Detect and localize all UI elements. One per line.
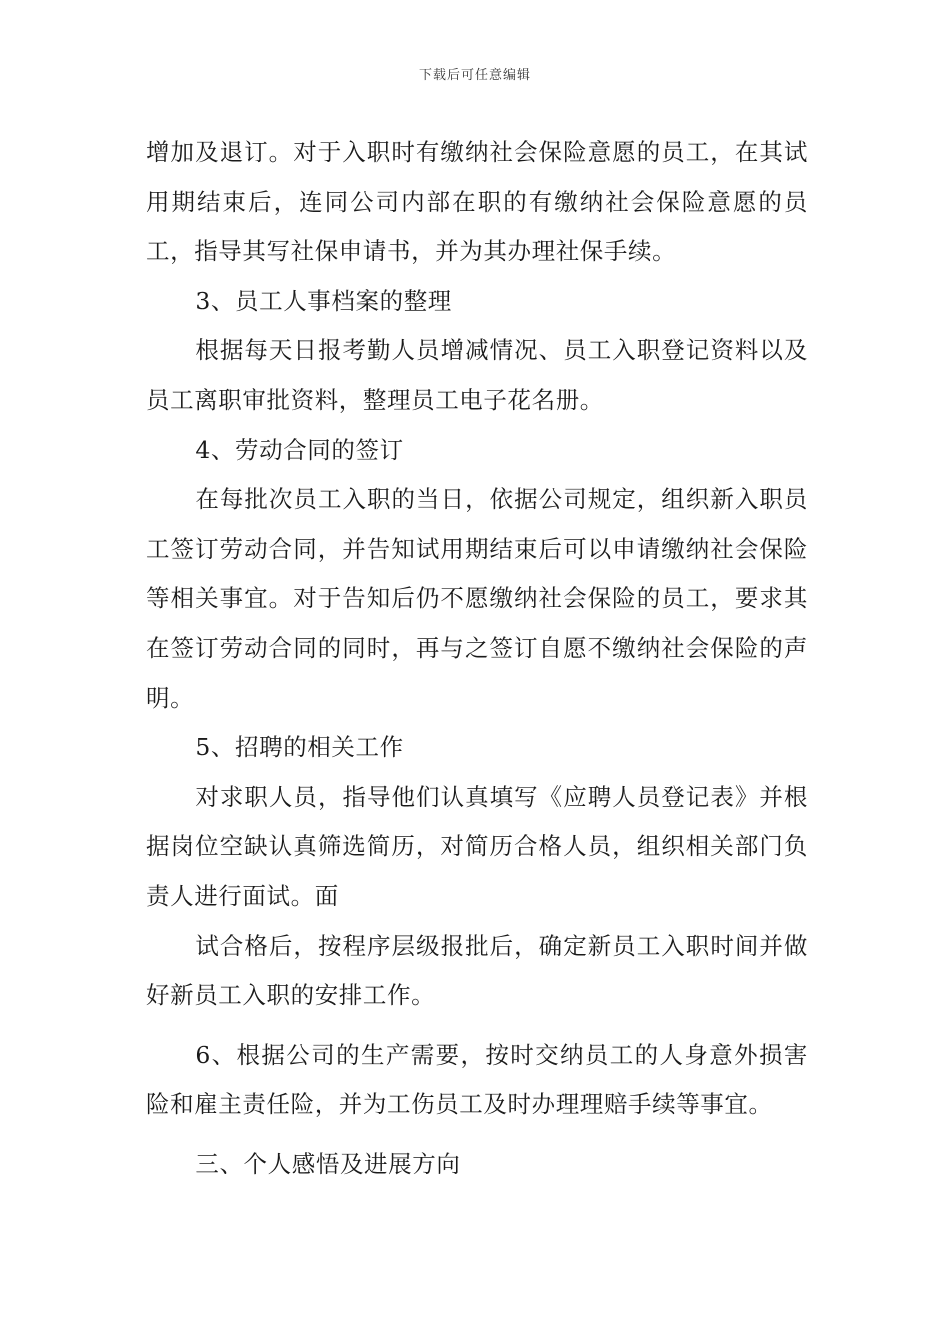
section-heading-labor-contract: 4、劳动合同的签订 <box>195 435 404 464</box>
section-heading-recruitment: 5、招聘的相关工作 <box>195 733 404 762</box>
paragraph-personnel-files: 根据每天日报考勤人员增减情况、员工入职登记资料以及员工离职审批资料，整理员工电子花名册。 <box>146 336 808 414</box>
section-heading-personnel-files: 3、员工人事档案的整理 <box>195 286 452 315</box>
paragraph-social-insurance-continued: 增加及退订。对于入职时有缴纳社会保险意愿的员工，在其试用期结束后，连同公司内部在职的有缴纳社会保险意愿的员工，指导其写社保申请书，并为其办理社保手续。 <box>146 138 808 266</box>
paragraph-insurance-item-6: 6、根据公司的生产需要，按时交纳员工的人身意外损害险和雇主责任险，并为工伤员工及时办理理赔手续等事宜。 <box>146 1040 808 1119</box>
paragraph-labor-contract: 在每批次员工入职的当日，依据公司规定，组织新入职员工签订劳动合同，并告知试用期结束后可以申请缴纳社会保险等相关事宜。对于告知后仍不愿缴纳社会保险的员工，要求其在签订劳动合同的同时，再与之签订自愿不缴纳社会保险的声明。 <box>146 485 808 712</box>
paragraph-recruitment: 对求职人员，指导他们认真填写《应聘人员登记表》并根据岗位空缺认真筛选简历，对简历合格人员，组织相关部门负责人进行面试。面 <box>146 782 808 910</box>
paragraph-recruitment-continued: 试合格后，按程序层级报批后，确定新员工入职时间并做好新员工入职的安排工作。 <box>146 931 808 1010</box>
document-body <box>146 128 808 1189</box>
section-heading-personal-reflection: 三、个人感悟及进展方向 <box>195 1149 461 1178</box>
page-header: 下载后可任意编辑 <box>418 68 531 83</box>
